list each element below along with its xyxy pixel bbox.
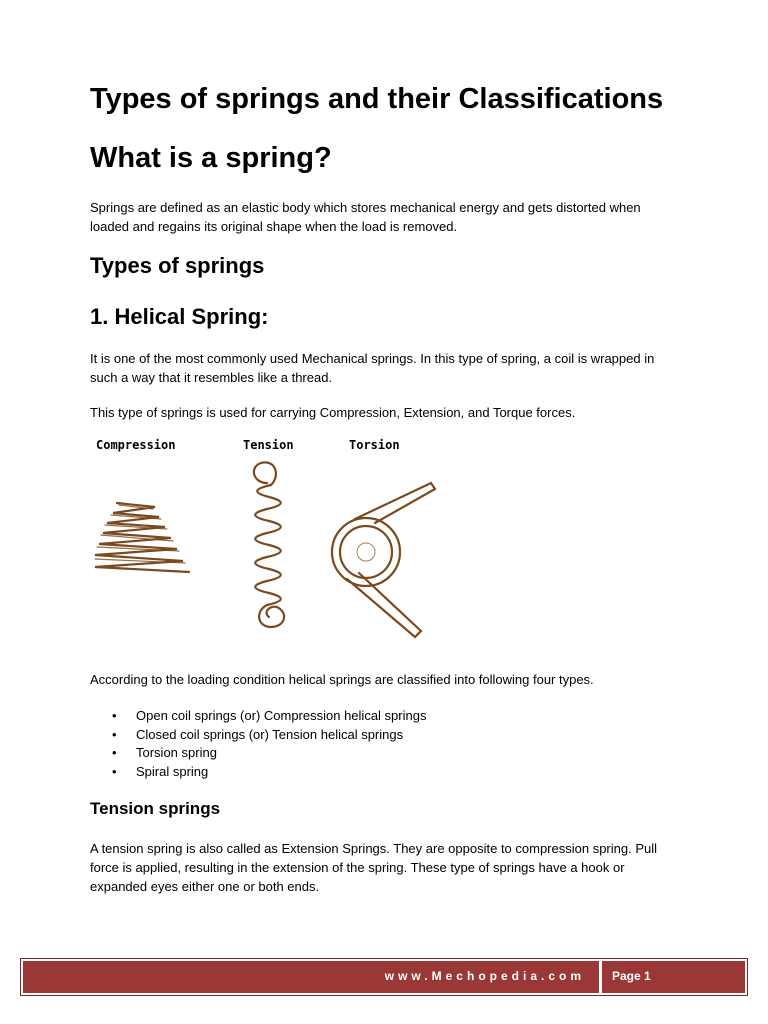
page-title: Types of springs and their Classifications [90,83,664,115]
heading-what-is-spring: What is a spring? [90,142,332,174]
heading-types-of-springs: Types of springs [90,253,265,278]
heading-tension-springs: Tension springs [90,799,221,818]
list-item: • Closed coil springs (or) Tension helical springs [90,726,426,745]
footer-page-number: Page 1 [602,961,745,993]
figure-label-torsion: Torsion [349,438,400,452]
paragraph-tension: A tension spring is also called as Extension Springs. They are opposite to compression spring. Pull force is applied, resulting in the extension of the spring. These type of springs have a hook or expanded eyes either one or both ends. [90,841,658,894]
page-footer [20,958,748,996]
springs-illustration [85,455,455,655]
paragraph-helical: It is one of the most commonly used Mechanical springs. In this type of spring, a coil is wrapped in such a way that it resembles like a thread. [90,351,655,385]
list-item: • Spiral spring [90,763,426,782]
spring-types-list [90,707,426,781]
compression-spring-image [95,503,189,572]
footer-website: www.Mechopedia.com [23,961,599,993]
paragraph-definition: Springs are defined as an elastic body which stores mechanical energy and gets distorted when loaded and regains its original shape when the load is removed. [90,200,641,234]
tension-spring-image [254,462,284,627]
list-item: • Torsion spring [90,744,426,763]
paragraph-classified: According to the loading condition helical springs are classified into following four types. [90,672,594,687]
list-item: • Open coil springs (or) Compression helical springs [90,707,426,726]
paragraph-forces: This type of springs is used for carrying Compression, Extension, and Torque forces. [90,405,576,420]
figure-label-compression: Compression [96,438,176,452]
heading-helical-spring: 1. Helical Spring: [90,304,269,329]
figure-label-tension: Tension [243,438,294,452]
torsion-spring-image [332,483,435,637]
